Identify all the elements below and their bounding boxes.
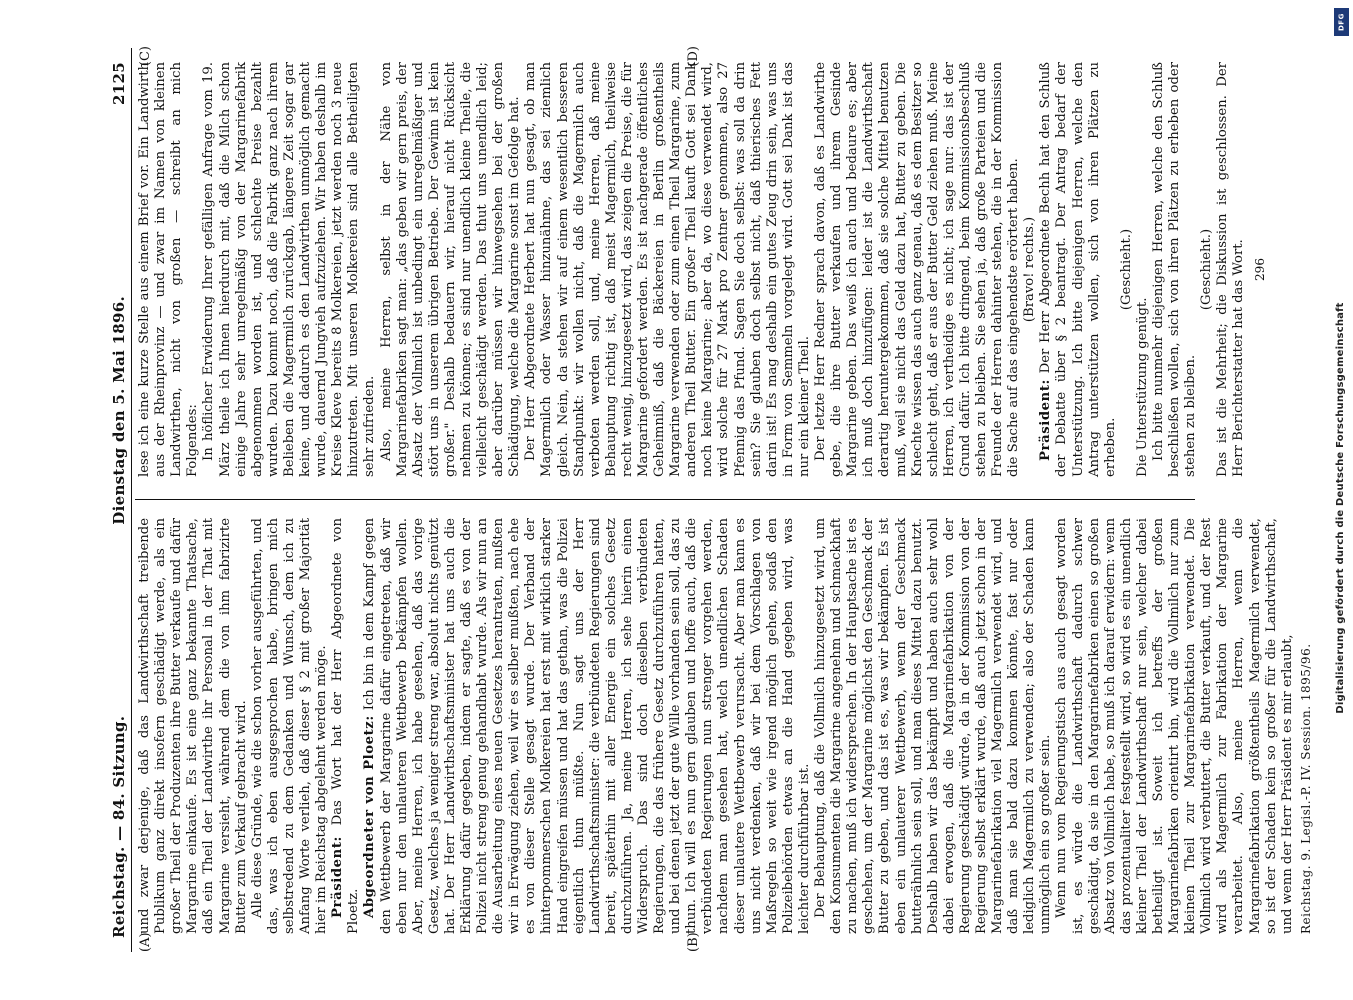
paragraph: lese ich eine kurze Stelle aus einem Brief vor. Ein Landwirth aus der Rheinprovinz — und zwar im Namen von kleinen Landwirthen, nicht von großen — schreibt an mich Folgendes:	[137, 62, 201, 477]
session-footer: Reichstag. 9. Legisl.-P. IV. Session. 1895/96.	[1298, 643, 1313, 934]
paragraph: Der Behauptung, daß die Vollmilch hinzugesetzt wird, um den Konsumenten die Margarine angenehm und schmackhaft zu machen, muß ich widersprechen. In der Hauptsache ist es geschehen, um der Margarine möglichst den Geschmack der Butter zu geben, und das ist es, was wir bekämpfen. Es ist eben ein unlauterer Wettbewerb, wenn der Geschmack butterähnlich sein soll, und man dieses Mittel dazu benutzt. Deshalb haben wir das bekämpft und haben auch sehr wohl dabei erwogen, daß die Margarinefabrikation von der Regierung geschädigt würde, da in der Kommission von der Regierung selbst erklärt wurde, daß auch jetzt schon in der Margarinefabrikation viel Magermilch verwendet wird, und daß man sie bald dazu kommen könnte, fast nur oder lediglich Magermilch zu verwenden; also der Schaden kann unmöglich ein so großer sein.	[813, 518, 1054, 934]
event-note: (Geschieht.)	[1118, 228, 1134, 311]
paragraph: Der Herr Abgeordnete Herbert hat nun gesagt, ob man Magermilch oder Wasser hinzunähme, das sei ziemlich gleich. Nein, da stehen wir auf einem wesentlich besseren Standpunkt: wir wollen nicht, daß die Magermilch auch verboten werden soll, und, meine Herren, daß meine Behauptung richtig ist, daß meist Magermilch, theilweise recht wenig, hinzugesetzt wird, das zeigen die Preise, die für Margarine gefordert werden. Es ist nachgerade öffentliches Geheimniß, daß die Bäckereien in Berlin großentheils Margarine verwenden oder zum einen Theil Margarine, zum anderen Theil Butter. Ein großer Theil kauft Gott sei Dank noch keine Margarine; aber da, wo diese verwendet wird, wird solche für 27 Mark pro Zentner genommen, also 27 Pfennig das Pfund. Sagen Sie doch selbst: was soll da drin sein? Sie glauben doch selbst nicht, daß thierisches Fett darin ist! Es mag deshalb ein gutes Zeug drin sein, was uns in Form von Semmeln vorgelegt wird. Gott sei Dank ist das nur ein kleiner Theil.	[523, 62, 812, 477]
speaker-name: Abgeordneter von Ploetz:	[362, 715, 378, 918]
paragraph: und zwar derjenige, daß das Landwirthschaft treibende Publikum ganz direkt insofern geschädigt werde, als ein großer Theil der Produzenten ihre Butter verkaufe und dafür Margarine einkaufe. Es ist eine ganz bekannte Thatsache, daß ein Theil der Landwirthe ihr Personal in der That mit Margarine versieht, während dem die von ihm fabrizirte Butter zum Verkauf gebracht wird.	[137, 518, 249, 934]
paragraph: Der letzte Herr Redner sprach davon, daß es Landwirthe gebe, die ihre Butter verkaufen und ihrem Gesinde Margarine geben. Das weiß ich auch und bedaure es; aber ich muß doch hinzufügen: leider ist die Landwirthschaft derartig heruntergekommen, daß sie solche Mittel benutzen muß, weil sie nicht das Geld dazu hat, Butter zu geben. Die Knechte wissen das auch ganz genau, daß es dem Besitzer so schlecht geht, daß er aus der Butter Geld ziehen muß. Meine Herren, ich vertheidige es nicht; ich sage nur: das ist der Grund dafür. Ich bitte dringend, beim Kommissionsbeschluß stehen zu bleiben. Sie sehen ja, daß große Parteien und die Freunde der Herren dahinter stehen, die in der Kommission die Sache auf das eingehendste erörtert haben.	[813, 62, 1022, 477]
left-column	[135, 500, 1313, 956]
paragraph: Also, meine Herren, selbst in der Nähe von Margarinefabriken sagt man: „das geben wir gern preis, der Absatz der Vollmilch ist unbedingt ein unregelmäßiger und stört uns in unserem übrigen Betriebe. Der Gewinn ist kein großer." Deshalb bedauern wir, hierauf nicht Rücksicht nehmen zu können; es sind nur unendlich kleine Theile, die vielleicht geschädigt werden. Das thut uns unendlich leid; aber darüber müssen wir hinwegsehen bei der großen Schädigung, welche die Margarine sonst im Gefolge hat.	[378, 62, 523, 477]
marker-a: (A)	[138, 932, 154, 952]
right-column	[135, 44, 1267, 500]
scanned-page	[101, 40, 1313, 960]
digitization-credit	[1332, 8, 1350, 994]
columns	[135, 44, 1313, 956]
signature-mark: 296	[1252, 258, 1267, 281]
header-center: Dienstag den 5. Mai 1896.	[110, 295, 128, 525]
president-speech: Präsident: Das Wort hat der Herr Abgeordnete von Ploetz.	[330, 518, 362, 934]
speaker-name: Präsident:	[330, 835, 346, 918]
marker-c: (C)	[138, 46, 154, 67]
header-left: Reichstag. — 84. Sitzung.	[110, 715, 128, 938]
paragraph: Das ist die Mehrheit; die Diskussion ist geschlossen. Der Herr Berichterstatter hat das Wort.	[1215, 62, 1247, 477]
speech-ploetz: Abgeordneter von Ploetz: Ich bin in dem Kampf gegen den Wettbewerb der Margarine dafür eingetreten, daß wir eben nur den unlauteren Wettbewerb bekämpfen wollen. Aber, meine Herren, ich habe gesehen, daß das vorige Gesetz, welches ja weniger streng war, absolut nichts genützt hat. Der Herr Landwirthschaftsminister hat uns auch die Erklärung dafür gegeben, indem er sagte, daß es von der Polizei nicht streng genug gehandhabt wurde. Als wir nun an die Ausarbeitung eines neuen Gesetzes herantraten, mußten wir in Erwägung ziehen, weil wir es selber mußten, nach ehe es von dieser Stelle gesagt wurde. Der Verband der hinterpommerschen Molkereien hat erst mit wirklich starker Hand eingreifen müssen und hat das gethan, was die Polizei eigentlich thun müßte. Nun sagt uns der Herr Landwirthschaftsminister: die verbündeten Regierungen sind bereit, späterhin mit aller Energie ein solches Gesetz durchzuführen. Ja, meine Herren, ich sehe hierin einen Widerspruch. Das sind doch dieselben verbündeten Regierungen, die das frühere Gesetz durchzuführen hatten, und bei denen jetzt der gute Wille vorhanden sein soll, das zu thun. Ich will es nun gern glauben und hoffe auch, daß die verbündeten Regierungen nun strenger vorgehen werden, nachdem man gesehen hat, welch unendlichen Schaden dieser unlautere Wettbewerb verursacht. Aber man kann es uns nicht verdenken, daß wir bei dem Vorschlagen von Maßregeln so weit wie irgend möglich gehen, sodaß den Polizeibehörden etwas an die Hand gegeben wird, was leichter durchführbar ist.	[362, 518, 812, 934]
credit-text: Digitalisierung gefördert durch die Deutsche Forschungsgemeinschaft	[1335, 302, 1346, 714]
letter-quote: In höflicher Erwiderung Ihrer gefälligen Anfrage vom 19. März theile ich Ihnen hierdurch mit, daß die Milch schon einige Jahre sehr unregelmäßig von der Margarinefabrik abgenommen worden ist, und schlechte Preise bezahlt wurden. Dazu kommt noch, daß die Fabrik ganz nach ihrem Belieben die Magermilch zurückgab, längere Zeit sogar gar keine, und dadurch es den Landwirthen unmöglich gemacht wurde, dauernd Jungvieh aufzuziehen. Wir haben deshalb im Kreise Kleve bereits 8 Molkereien, jetzt werden noch 3 neue hinzutreten. Mit unseren Molkereien sind alle Betheiligten sehr zufrieden.	[201, 62, 378, 477]
marker-b: (B)	[686, 932, 702, 952]
president-speech: Präsident: Der Herr Abgeordnete Bechh hat den Schluß der Debatte über § 2 beantragt. Der Antrag bedarf der Unterstützung. Ich bitte diejenigen Herren, welche den Antrag unterstützen wollen, sich von ihren Plätzen zu erheben.	[1038, 62, 1118, 477]
header-rule	[131, 48, 132, 952]
running-header	[111, 44, 131, 956]
applause-note: (Bravo! rechts.)	[1022, 216, 1038, 323]
dfg-logo: DFG	[1334, 8, 1349, 36]
header-page-number: 2125	[110, 62, 128, 105]
speaker-name: Präsident:	[1038, 378, 1054, 461]
paragraph: Die Unterstützung genügt.	[1134, 297, 1150, 477]
marker-d: (D)	[686, 46, 702, 67]
paragraph: Wenn nun vom Regierungstisch aus auch gesagt worden ist, es würde die Landwirthschaft dadurch schwer geschädigt, da sie in den Margarinefabriken einen so großen Absatz von Vollmilch habe, so muß ich darauf erwidern: wenn das prozentualiter festgestellt wird, so wird es ein unendlich kleiner Theil der Landwirthschaft nur sein, welcher dabei betheiligt ist. Soweit ich betreffs der großen Margarinefabriken orientirt bin, wird die Vollmilch nur zum kleinen Theil zur Margarinefabrikation verwendet. Die Vollmilch wird verbuttert, die Butter verkauft, und der Rest wird als Magermilch zur Fabrikation der Margarine verarbeitet. Also, meine Herren, wenn die Margarinefabrikation größtentheils Magermilch verwendet, so ist der Schaden kein so großer für die Landwirthschaft, und wenn der Herr Präsident es mir erlaubt,	[1054, 518, 1295, 934]
event-note: (Geschieht.)	[1199, 228, 1215, 311]
paragraph: Alle diese Gründe, wie die schon vorher ausgeführten, und das, was ich eben ausgesprochen habe, bringen mich selbstredend zu dem Gedanken und Wunsch, dem ich zu Anfang Worte verlieh, daß dieser § 2 mit großer Majorität hier im Reichstag abgelehnt werden möge.	[249, 518, 330, 934]
paragraph: Ich bitte nunmehr diejenigen Herren, welche den Schluß beschließen wollen, sich von ihren Plätzen zu erheben oder stehen zu bleiben.	[1151, 62, 1199, 477]
